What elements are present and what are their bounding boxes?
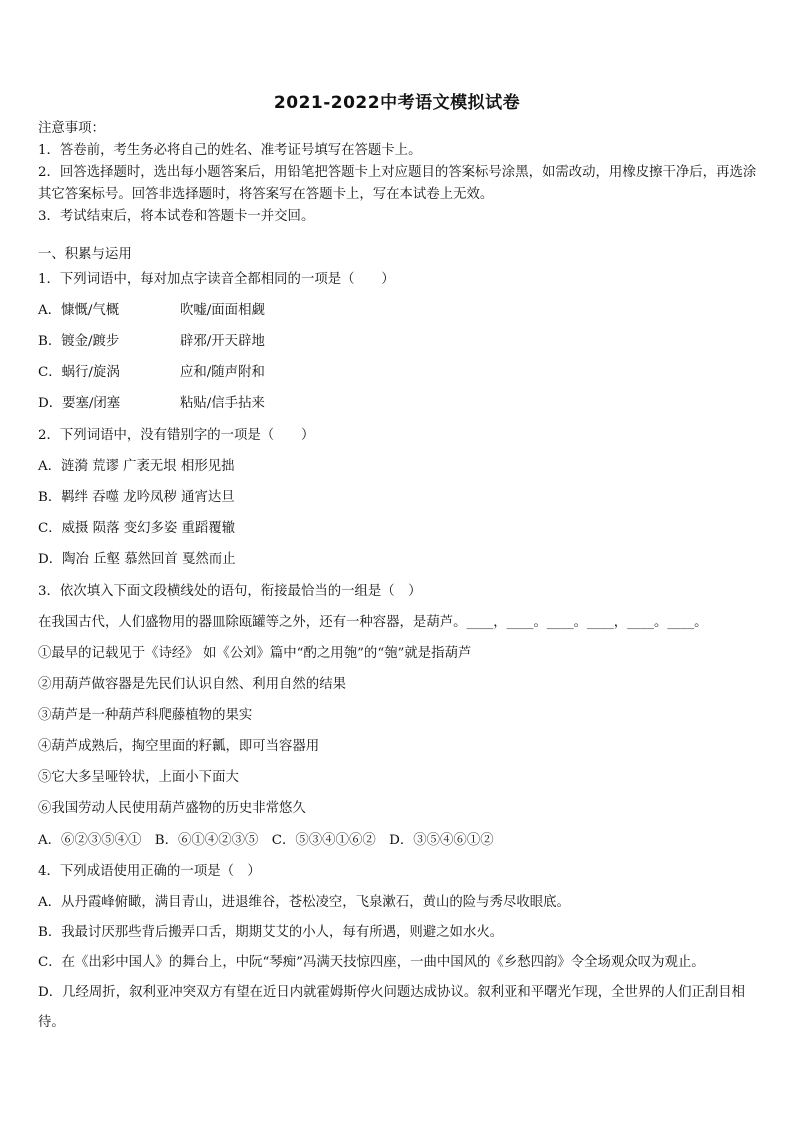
option: D．几经周折，叙利亚冲突双方有望在近日内就霍姆斯停火问题达成协议。叙利亚和平曙光乍现，全世界的人们正刮目相待。 (38, 985, 746, 1030)
sentence: ⑥我国劳动人民使用葫芦盛物的历史非常悠久 (38, 801, 306, 816)
question-stem: 1．下列词语中，每对加点字读音全都相同的一项是（ ） (38, 272, 395, 287)
option: C．在《出彩中国人》的舞台上，中阮“琴痴”冯满天技惊四座，一曲中国风的《乡愁四韵》令全场观众叹为观止。 (38, 955, 705, 970)
sentence: ②用葫芦做容器是先民们认识自然、利用自然的结果 (38, 677, 346, 692)
option-row (38, 396, 265, 412)
notice-heading: 注意事项： (38, 121, 105, 136)
option-row (38, 334, 265, 350)
question-stem: 2．下列词语中，没有错别字的一项是（ ） (38, 428, 315, 443)
answer-choices: A．⑥②③⑤④① B．⑥①④②③⑤ C．⑤③④①⑥② D．③⑤④⑥①② (38, 833, 494, 848)
option-row (38, 365, 265, 381)
option: D．陶冶 丘壑 慕然回首 戛然而止 (38, 552, 236, 567)
option: B．羁绊 吞噬 龙吟凤秽 通宵达旦 (38, 490, 235, 505)
option: C．威摄 陨落 变幻多姿 重蹈覆辙 (38, 521, 236, 536)
option-word-b: 粘贴/信手拈来 (180, 396, 265, 411)
sentence: ⑤它大多呈哑铃状，上面小下面大 (38, 770, 239, 785)
option-word-a: C．蜗行/旋涡 (38, 365, 120, 380)
option: A．从丹霞峰俯瞰，满目青山，进退维谷，苍松凌空，飞泉漱石，黄山的险与秀尽收眼底。 (38, 895, 570, 910)
notice-item: 3．考试结束后，将本试卷和答题卡一并交回。 (38, 209, 315, 224)
notice-item: 1．答卷前，考生务必将自己的姓名、准考证号填写在答题卡上。 (38, 143, 422, 158)
sentence: ①最早的记载见于《诗经》 如《公刘》篇中“酌之用匏”的“匏”就是指葫芦 (38, 646, 472, 661)
option-row (38, 303, 265, 319)
notice-block (38, 118, 760, 228)
option-word-a: B．镀金/踱步 (38, 334, 120, 349)
option: A．涟漪 荒谬 广袤无垠 相形见拙 (38, 459, 235, 474)
option-word-a: A．慷慨/气概 (38, 303, 120, 318)
question-stem: 4．下列成语使用正确的一项是（ ） (38, 864, 261, 879)
option-word-a: D．要塞/闭塞 (38, 396, 121, 411)
question-stem: 3．依次填入下面文段横线处的语句，衔接最恰当的一组是（ ） (38, 584, 422, 599)
page-title: 2021-2022中考语文模拟试卷 (273, 93, 521, 113)
option-word-b: 辟邪/开天辟地 (180, 334, 265, 349)
option-word-b: 应和/随声附和 (180, 365, 265, 380)
option: B．我最讨厌那些背后搬弄口舌，期期艾艾的小人，每有所遇，则避之如水火。 (38, 925, 504, 940)
sentence: ④葫芦成熟后，掏空里面的籽瓤，即可当容器用 (38, 739, 320, 754)
passage: 在我国古代，人们盛物用的器皿除瓯罐等之外，还有一种容器，是葫芦。____，____。____。____，____。____。 (38, 615, 708, 630)
sentence: ③葫芦是一种葫芦科爬藤植物的果实 (38, 708, 253, 723)
option-block (38, 888, 760, 1038)
option-word-b: 吹嘘/面面相觑 (180, 303, 265, 318)
notice-item: 2．回答选择题时，选出每小题答案后，用铅笔把答题卡上对应题目的答案标号涂黑，如需改动，用橡皮擦干净后，再选涂其它答案标号。回答非选择题时，将答案写在答题卡上，写在本试卷上无效。 (38, 165, 757, 202)
section-heading: 一、积累与运用 (38, 247, 132, 262)
